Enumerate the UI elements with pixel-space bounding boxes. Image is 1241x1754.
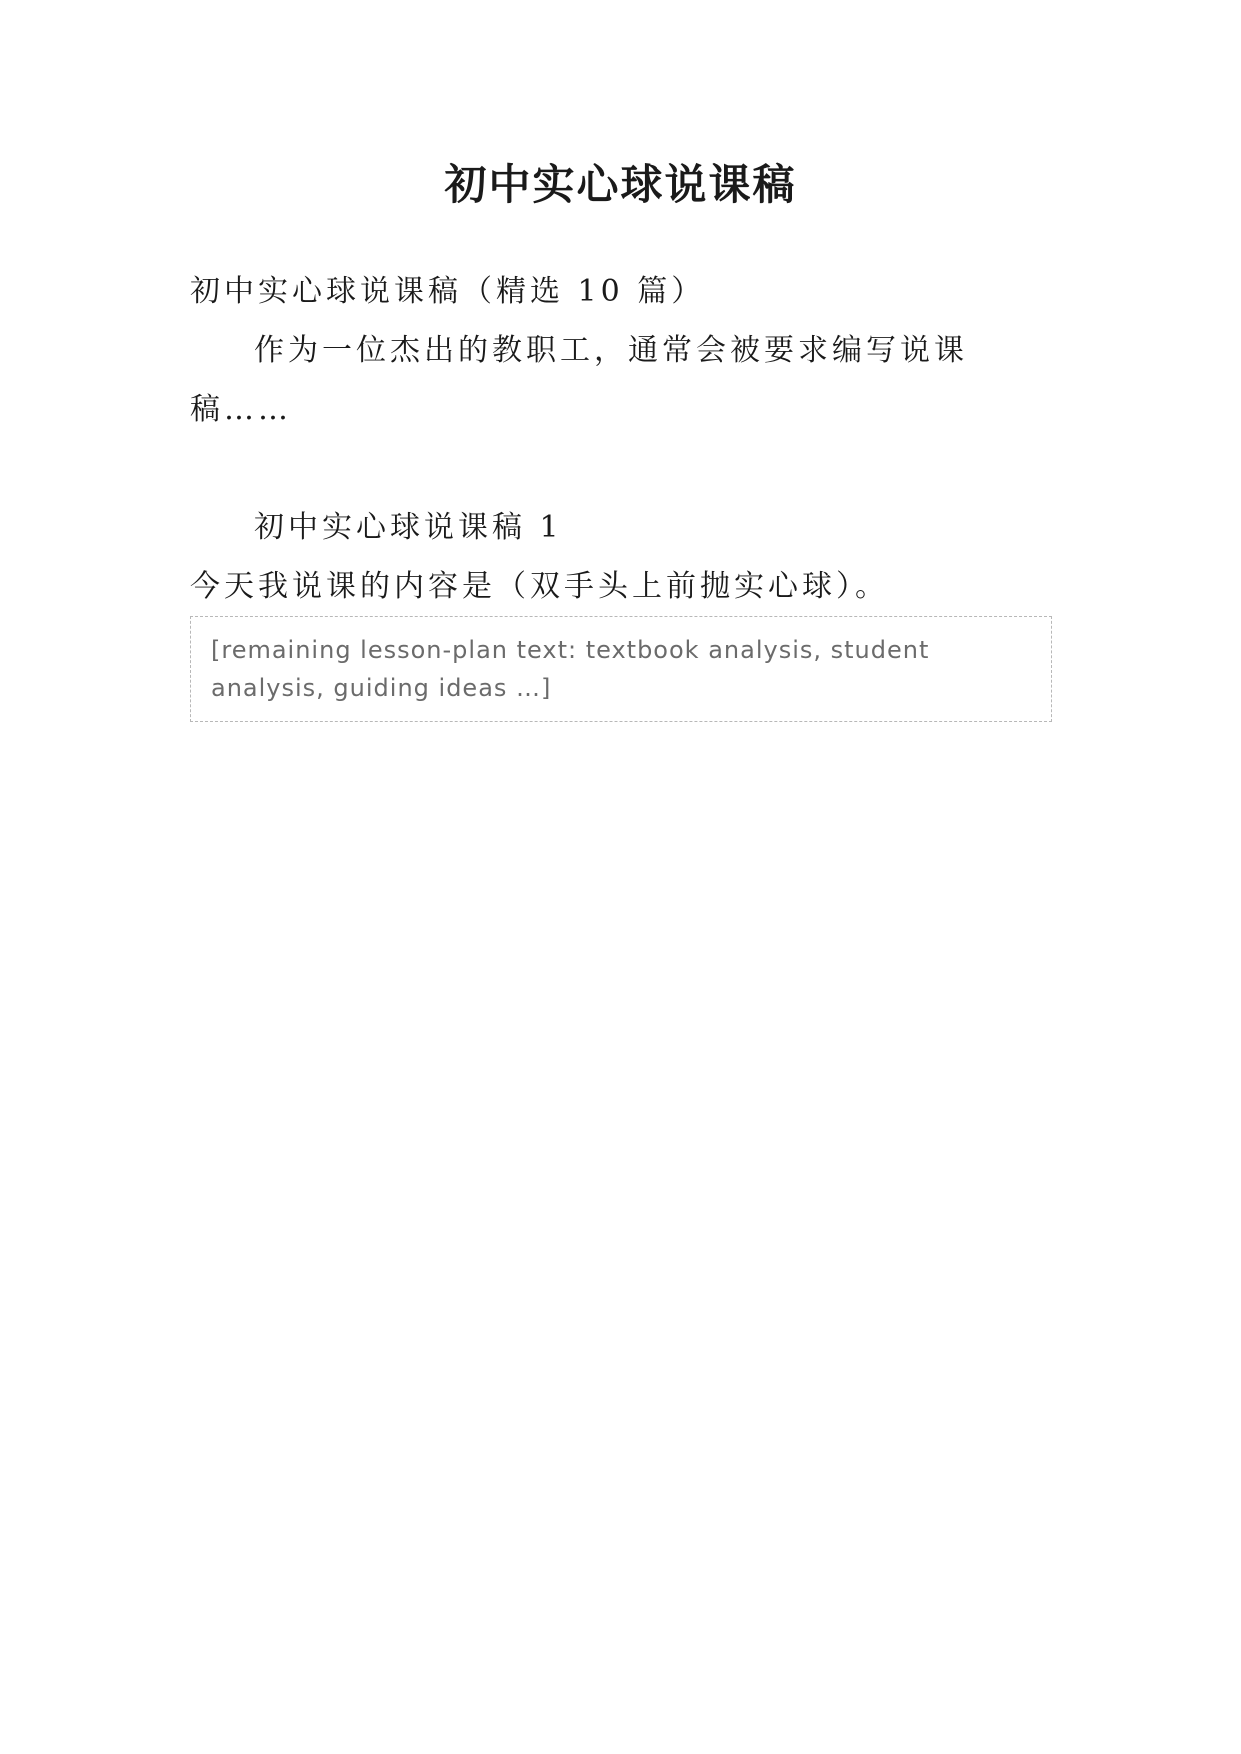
section-opening: 今天我说课的内容是（双手头上前抛实心球）。 xyxy=(190,569,889,604)
continuation-placeholder: [remaining lesson-plan text: textbook analysis, student analysis, guiding ideas …] xyxy=(190,616,1052,722)
document-body xyxy=(190,262,1052,722)
intro-paragraph: 作为一位杰出的教职工，通常会被要求编写说课稿…… xyxy=(190,333,968,427)
paragraph-spacer xyxy=(190,439,1052,498)
document-title: 初中实心球说课稿 xyxy=(444,160,797,209)
subtitle-line: 初中实心球说课稿（精选 10 篇） xyxy=(190,274,706,309)
section-heading: 初中实心球说课稿 1 xyxy=(254,510,563,545)
